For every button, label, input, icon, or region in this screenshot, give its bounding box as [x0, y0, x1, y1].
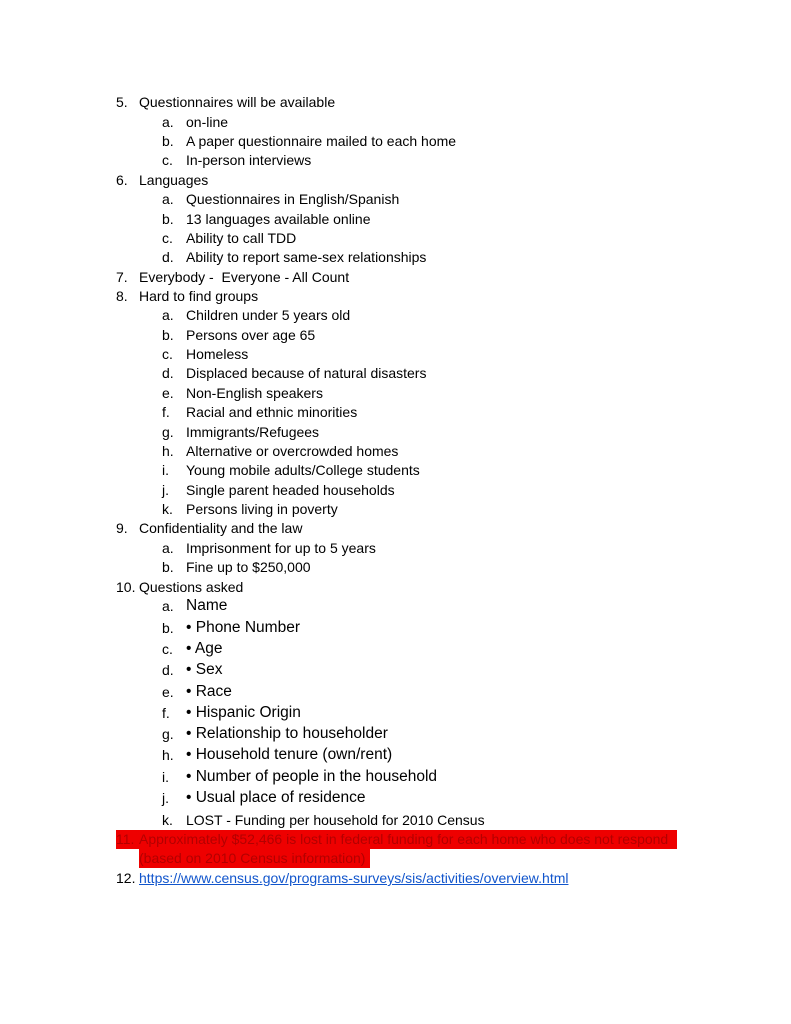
item-text: Languages [139, 172, 209, 188]
sub-text: Children under 5 years old [186, 307, 351, 323]
sub-text: Imprisonment for up to 5 years [186, 540, 376, 556]
sub-text: • Number of people in the household [186, 768, 438, 785]
sub-text: A paper questionnaire mailed to each home [186, 133, 457, 149]
sub-text: Questionnaires in English/Spanish [186, 191, 400, 207]
sub-text: • Sex [186, 661, 223, 678]
item-text: Confidentiality and the law [139, 520, 303, 536]
item-text-continued: (based on 2010 Census information) [139, 850, 366, 866]
sub-text: • Relationship to householder [186, 725, 388, 742]
sub-text: Racial and ethnic minorities [186, 404, 358, 420]
item-number: 12. [116, 870, 136, 886]
sub-text: Ability to report same-sex relationships [186, 249, 427, 265]
item-text: Questionnaires will be available [139, 94, 336, 110]
sub-text: • Phone Number [186, 619, 300, 636]
sub-text: Homeless [186, 346, 249, 362]
sub-text: Ability to call TDD [186, 230, 297, 246]
item-number: 6. [116, 172, 128, 188]
sub-text: • Household tenure (own/rent) [186, 746, 393, 763]
sub-text: • Usual place of residence [186, 789, 366, 806]
item-text: Everybody - Everyone - All Count [139, 269, 350, 285]
sub-text: Single parent headed households [186, 482, 395, 498]
sub-text: In-person interviews [186, 152, 312, 168]
item-number: 11. [116, 831, 135, 847]
sub-text: 13 languages available online [186, 211, 371, 227]
sub-text: • Age [186, 640, 223, 657]
sub-text: Non-English speakers [186, 385, 323, 401]
sub-text: Fine up to $250,000 [186, 559, 311, 575]
item-text: Approximately $52,466 is lost in federal funding for each home who does not respond [139, 831, 669, 847]
sub-text: Persons living in poverty [186, 501, 338, 517]
item-number: 5. [116, 94, 128, 110]
item-number: 8. [116, 288, 128, 304]
item-text: Questions asked [139, 579, 244, 595]
sub-text: Persons over age 65 [186, 327, 316, 343]
sub-text: • Race [186, 683, 232, 700]
sub-text: Young mobile adults/College students [186, 462, 420, 478]
sub-text: Alternative or overcrowded homes [186, 443, 399, 459]
sub-text: on-line [186, 114, 229, 130]
sub-text: • Hispanic Origin [186, 704, 301, 721]
sub-text: LOST - Funding per household for 2010 Census [186, 812, 485, 828]
sub-text: Immigrants/Refugees [186, 424, 320, 440]
census-link[interactable]: https://www.census.gov/programs-surveys/sis/activities/overview.html [139, 870, 569, 886]
item-number: 7. [116, 269, 128, 285]
sub-text: Displaced because of natural disasters [186, 365, 427, 381]
item-number: 10. [116, 579, 136, 595]
item-text: Hard to find groups [139, 288, 259, 304]
sub-text: Name [186, 597, 228, 614]
item-number: 9. [116, 520, 128, 536]
document-page: 5. Questionnaires will be available a. on-line b. A paper questionnaire mailed to each home c. In-person interviews 6. Languages a. Questionnaires in English/Spanish b. 13 languages available online c. Ability to call TDD d. Ability to report same-sex relationships 7. Everybody - Everyone - All Count 8. Hard to find groups a. Children under 5 years old b. Persons over age 65 c. Homeless d. Displaced because of natural disasters e. Non-English speakers f. Racial and ethnic minorities g. Immigrants/Refugees h. Alternative or overcrowded homes i. Young mobile adults/College students j. Single parent headed households k. Persons living in poverty 9. Confidentiality and the law a. Imprisonment for up to 5 years b. Fine up to $250,000 10. Questions asked a. Name b. • Phone Number c. • Age d. • Sex e. • Race f. • Hispanic Origin g. • Relationship to householder h. • Household tenure (own/rent) i. • Number of people in the household j. • Usual place of residence k. LOST - Funding per household for 2010 Census 11. Approximately $52,466 is lost in federal funding for each home who does not respond (based on 2010 Census information) 12. https://www.census.gov/programs-surveys/sis/activities/overview.html [0, 0, 791, 1024]
